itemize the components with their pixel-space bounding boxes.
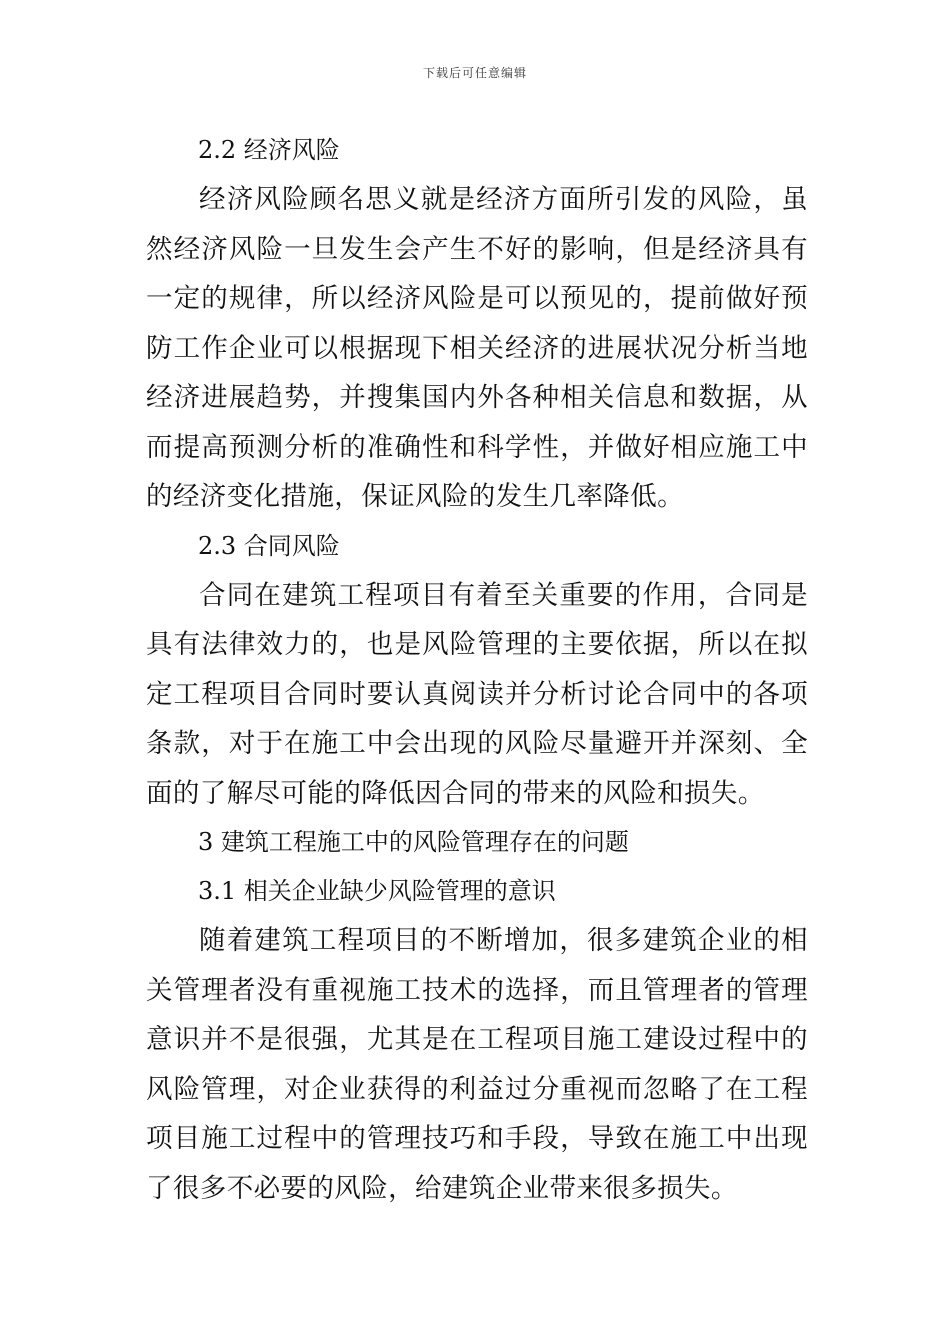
page-header: 下载后可任意编辑 — [422, 66, 527, 80]
section-heading-3: 3 建筑工程施工中的风险管理存在的问题 — [198, 828, 629, 856]
paragraph-economic-risk: 经济风险顾名思义就是经济方面所引发的风险，虽然经济风险一旦发生会产生不好的影响，但是经济具有一定的规律，所以经济风险是可以预见的，提前做好预防工作企业可以根据现下相关经济的进展状况分析当地经济进展趋势，并搜集国内外各种相关信息和数据，从而提高预测分析的准确性和科学性，并做好相应施工中的经济变化措施，保证风险的发生几率降低。 — [146, 184, 808, 512]
section-heading-3-1: 3.1 相关企业缺少风险管理的意识 — [198, 877, 556, 905]
paragraph-contract-risk: 合同在建筑工程项目有着至关重要的作用，合同是具有法律效力的，也是风险管理的主要依据，所以在拟定工程项目合同时要认真阅读并分析讨论合同中的各项条款，对于在施工中会出现的风险尽量避开并深刻、全面的了解尽可能的降低因合同的带来的风险和损失。 — [146, 579, 808, 809]
section-heading-2-3: 2.3 合同风险 — [198, 531, 340, 560]
document-body — [146, 126, 808, 1213]
section-heading-2-2: 2.2 经济风险 — [198, 136, 340, 164]
paragraph-risk-awareness: 随着建筑工程项目的不断增加，很多建筑企业的相关管理者没有重视施工技术的选择，而且管理者的管理意识并不是很强，尤其是在工程项目施工建设过程中的风险管理，对企业获得的利益过分重视而忽略了在工程项目施工过程中的管理技巧和手段，导致在施工中出现了很多不必要的风险，给建筑企业带来很多损失。 — [146, 925, 808, 1204]
